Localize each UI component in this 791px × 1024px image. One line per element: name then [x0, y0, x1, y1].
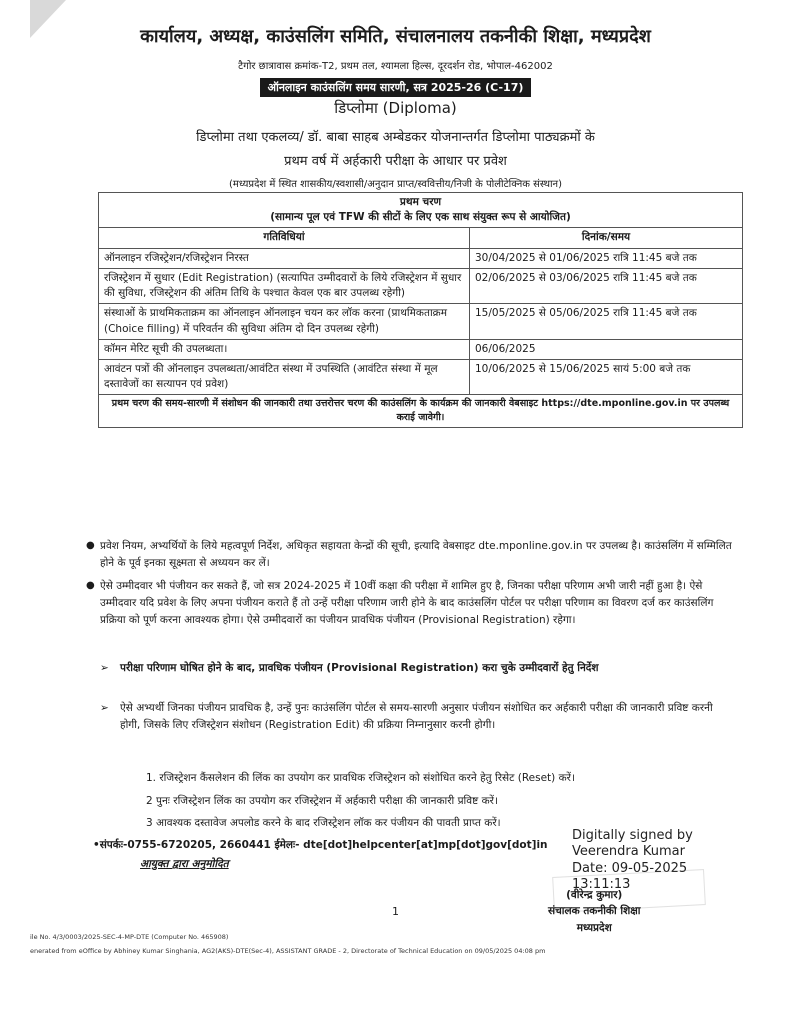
course-title: डिप्लोमा (Diploma) — [334, 99, 457, 117]
activity-cell: संस्थाओं के प्राथमिकताक्रम का ऑनलाइन ऑनलाइन चयन कर लॉक करना (प्राथमिकताक्रम (Choice filling) में परिवर्तन की सुविधा अंतिम दो दिन उपलब्ध रहेगी) — [99, 304, 470, 339]
bullet-1 — [86, 538, 740, 572]
date-cell: 06/06/2025 — [470, 339, 743, 359]
col-date: दिनांक/समय — [470, 228, 743, 248]
activity-cell: रजिस्ट्रेशन में सुधार (Edit Registration) (सत्यापित उम्मीदवारों के लिये रजिस्ट्रेशन में सुधार की सुविधा, रजिस्ट्रेशन की अंतिम तिथि के पश्चात केवल एक बार उपलब्ध रहेगी) — [99, 268, 470, 303]
bullet-dot-icon: ● — [86, 580, 95, 591]
approved-note: आयुक्त द्वारा अनुमोदित — [140, 858, 229, 870]
sig-line-2: Veerendra Kumar — [572, 844, 685, 860]
subtitle-line-1: डिप्लोमा तथा एकलव्य/ डॉ. बाबा साहब अम्बेडकर योजनान्तर्गत डिप्लोमा पाठ्यक्रमों के — [196, 130, 595, 145]
activity-cell: आवंटन पत्रों की ऑनलाइन उपलब्धता/आवंटित संस्था में उपस्थिति (आवंटित संस्था में मूल दस्तावेजों का सत्यापन एवं प्रवेश) — [99, 359, 470, 394]
date-cell: 10/06/2025 से 15/06/2025 सायं 5:00 बजे तक — [470, 359, 743, 394]
bullet-dot-icon: ● — [86, 540, 95, 551]
step-3: 3 आवश्यक दस्तावेज अपलोड करने के बाद रजिस्ट्रेशन लॉक कर पंजीयन की पावती प्राप्त करें। — [146, 817, 501, 829]
sub-bullet-2 — [100, 700, 730, 735]
table-footer-row — [99, 395, 743, 428]
date-cell: 30/04/2025 से 01/06/2025 रात्रि 11:45 बजे तक — [470, 248, 743, 268]
date-cell: 02/06/2025 से 03/06/2025 रात्रि 11:45 बजे तक — [470, 268, 743, 303]
bullet-2 — [86, 578, 740, 628]
step-2: 2 पुनः रजिस्ट्रेशन लिंक का उपयोग कर रजिस्ट्रेशन में अर्हकारी परीक्षा की जानकारी प्रविष्ट करें। — [146, 795, 498, 807]
table-row — [99, 339, 743, 359]
sig-line-4: 13:11:13 — [572, 876, 631, 892]
date-cell: 15/05/2025 से 05/06/2025 रात्रि 11:45 बजे तक — [470, 304, 743, 339]
sig-line-1: Digitally signed by — [572, 828, 693, 843]
schedule-table — [98, 192, 743, 428]
table-row — [99, 268, 743, 303]
activity-cell: कॉमन मेरिट सूची की उपलब्धता। — [99, 339, 470, 359]
sub-bullet-1-text: परीक्षा परिणाम घोषित होने के बाद, प्रावधिक पंजीयन (Provisional Registration) करा चुके उम्मीदवारों हेतु निर्देश — [120, 662, 599, 674]
arrow-icon: ➢ — [100, 662, 109, 674]
col-activity: गतिविधियां — [99, 228, 470, 248]
phase-title: प्रथम चरण — [399, 196, 442, 208]
schedule-banner: ऑनलाइन काउंसलिंग समय सारणी, सत्र 2025-26 (C-17) — [260, 78, 532, 97]
file-number: ile No. 4/3/0003/2025-SEC-4-MP-DTE (Computer No. 465908) — [30, 933, 229, 941]
activity-cell: ऑनलाइन रजिस्ट्रेशन/रजिस्ट्रेशन निरस्त — [99, 248, 470, 268]
arrow-icon: ➢ — [100, 702, 109, 714]
generated-note: enerated from eOffice by Abhiney Kumar Singhania, AG2(AKS)-DTE(Sec-4), ASSISTANT GRADE - 2, Directorate of Technical Education on 09/05/2025 04:08 pm — [30, 947, 546, 955]
phase-cell — [99, 193, 743, 228]
bullet-1-text: प्रवेश नियम, अभ्यर्थियों के लिये महत्वपूर्ण निर्देश, अधिकृत सहायता केन्द्रों की सूची, इत्यादि वेबसाइट dte.mponline.gov.in पर उपलब्ध है। काउंसलिंग में सम्मिलित होने के पूर्व इनका सूक्ष्मता से अध्ययन कर लें। — [100, 540, 732, 569]
office-address: टैगोर छात्रावास क्रमांक-T2, प्रथम तल, श्यामला हिल्स, दूरदर्शन रोड, भोपाल-462002 — [238, 61, 553, 72]
table-row — [99, 248, 743, 268]
step-1: 1. रजिस्ट्रेशन कैंसलेशन की लिंक का उपयोग कर प्रावधिक रजिस्ट्रेशन को संशोधित करने हेतु रिसेट (Reset) करें। — [146, 772, 575, 784]
phase-note: (सामान्य पूल एवं TFW की सीटों के लिए एक साथ संयुक्त रूप से आयोजित) — [270, 211, 571, 224]
banner-wrap — [0, 76, 791, 97]
sig-line-3: Date: 09-05-2025 — [572, 860, 688, 876]
table-footer-note: प्रथम चरण की समय-सारणी में संशोधन की जानकारी तथा उत्तरोत्तर चरण की काउंसलिंग के कार्यक्रम की जानकारी वेबसाइट https://dte.mponline.gov.in पर उपलब्ध कराई जावेगी। — [99, 395, 743, 428]
signatory-name: (वीरेन्द्र कुमार) — [566, 889, 623, 901]
signatory-title: संचालक तकनीकी शिक्षा — [548, 905, 641, 918]
institution-note: (मध्यप्रदेश में स्थित शासकीय/स्वशासी/अनुदान प्राप्त/स्ववित्तीय/निजी के पोलीटेक्निक संस्थान) — [228, 179, 563, 190]
table-row — [99, 304, 743, 339]
table-row — [99, 359, 743, 394]
column-header-row — [99, 228, 743, 248]
sub-bullet-2-text: ऐसे अभ्यर्थी जिनका पंजीयन प्रावधिक है, उन्हें पुनः काउंसलिंग पोर्टल से समय-सारणी अनुसार पंजीयन संशोधित कर अर्हकारी परीक्षा की जानकारी प्रविष्ट करनी होगी, जिसके लिए रजिस्ट्रेशन संशोधन (Registration Edit) की प्रक्रिया निम्नानुसार करनी होगी। — [120, 702, 713, 732]
contact-line: •संपर्कः-0755-6720205, 2660441 ईमेलः- dte[dot]helpcenter[at]mp[dot]gov[dot]in — [93, 839, 548, 851]
page-number: 1 — [392, 905, 399, 918]
phase-row — [99, 193, 743, 228]
signatory-state: मध्यप्रदेश — [576, 921, 612, 934]
sub-bullet-1 — [100, 660, 730, 677]
office-title: कार्यालय, अध्यक्ष, काउंसलिंग समिति, संचालनालय तकनीकी शिक्षा, मध्यप्रदेश — [140, 26, 651, 47]
subtitle-line-2: प्रथम वर्ष में अर्हकारी परीक्षा के आधार पर प्रवेश — [284, 154, 507, 169]
bullet-2-text: ऐसे उम्मीदवार भी पंजीयन कर सकते हैं, जो सत्र 2024-2025 में 10वीं कक्षा की परीक्षा में शामिल हुए है, जिनका परीक्षा परिणाम अभी जारी नहीं हुआ है। ऐसे उम्मीदवार यदि प्रवेश के लिए अपना पंजीयन कराते हैं तो उन्हें परीक्षा परिणाम जारी होने के बाद काउंसलिंग पोर्टल पर परीक्षा परिणाम का विवरण दर्ज कर काउंसलिंग प्रक्रिया को पूर्ण करना आवश्यक होगा। ऐसे उम्मीदवारों का पंजीयन प्रावधिक पंजीयन (Provisional Registration) रहेगा। — [100, 580, 714, 626]
